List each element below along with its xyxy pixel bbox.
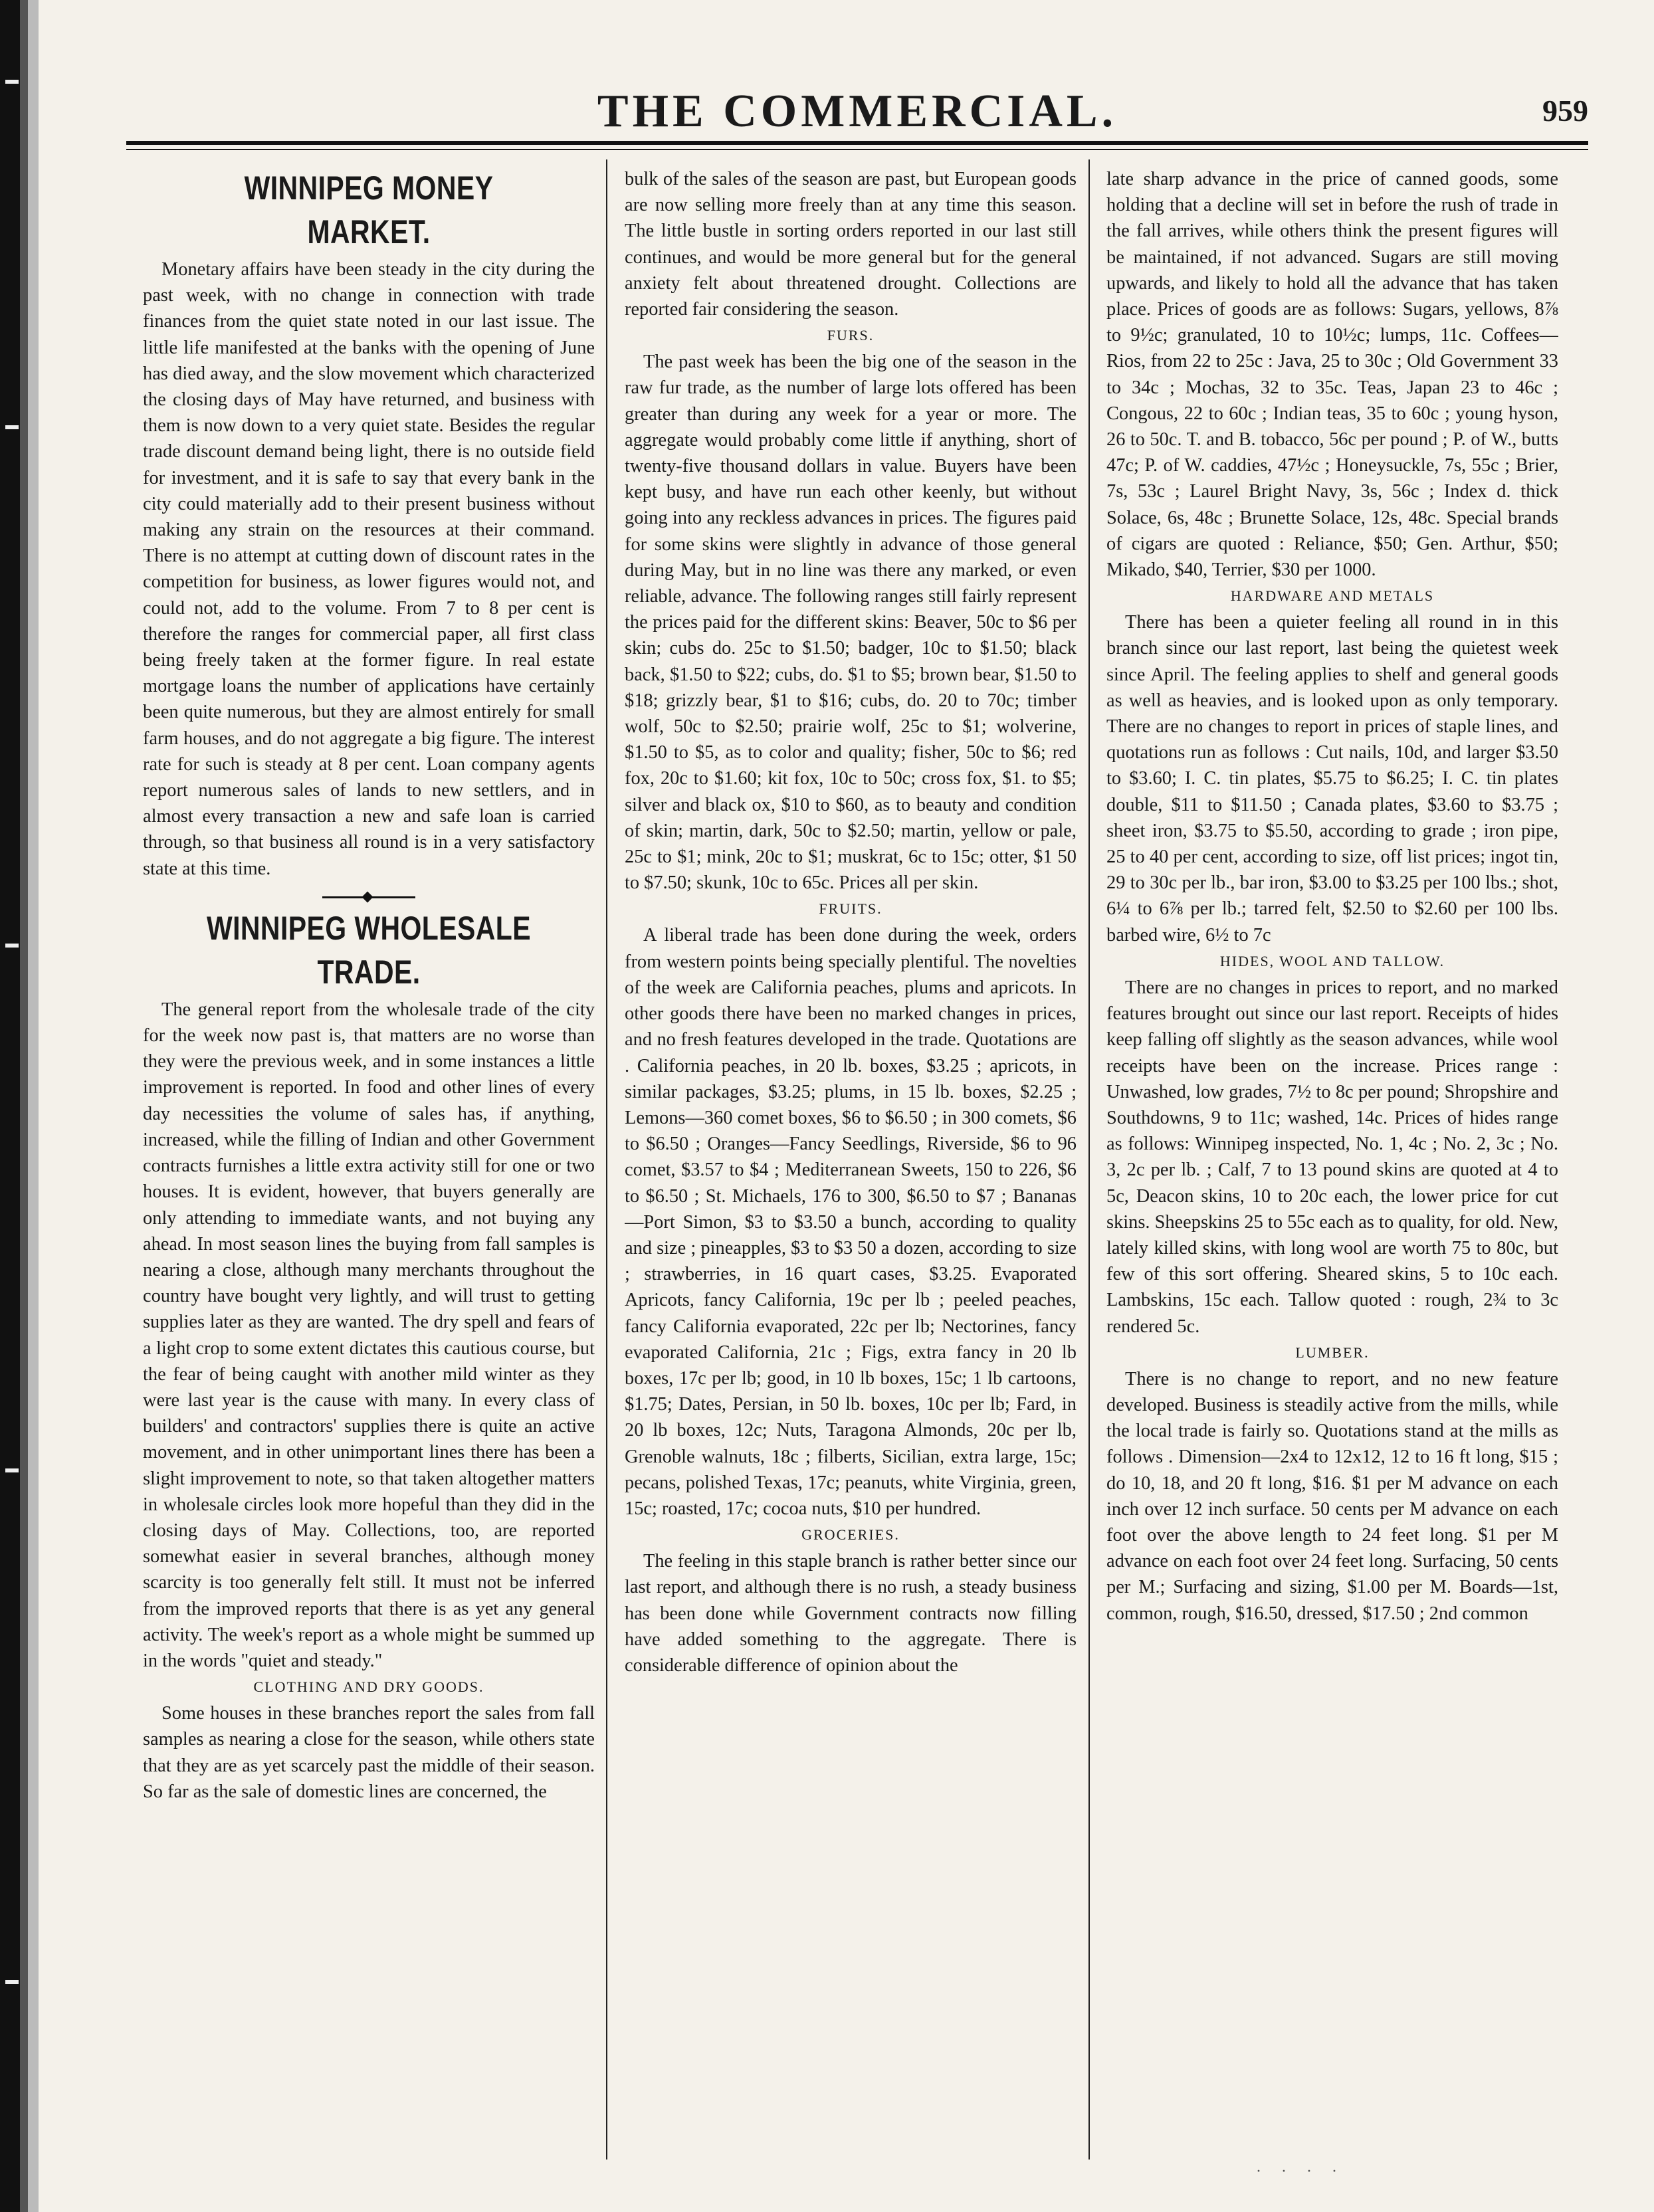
furs-subheading: FURS. — [827, 327, 875, 344]
column-divider — [606, 159, 607, 2160]
lumber-paragraph: There is no change to report, and no new feature developed. Business is steadily active from the mills, while the local trade is fairly so. Quotations stand at the mills as follows . Dimension—2x4 to 12x12, 12 to 16 ft long, $15 ; do 10, 18, and 20 ft long, $16. $1 per M advance on each inch over 12 inch surface. 50 cents per M advance on each foot over the above length to 24 feet long. $1 per M advance on each foot over 24 feet long. Surfacing, 50 cents per M.; Surfacing and sizing, $1.00 per M. Boards—1st, common, rough, $16.50, dressed, $17.50 ; 2nd common — [1106, 1368, 1558, 1624]
wholesale-trade-paragraph: The general report from the wholesale trade of the city for the week now past is, that matters are no worse than they were the previous week, and in some instances a little improvement is reported. In food and other lines of every day necessities the volume of sales has, if anything, increased, while the filling of Indian and other Government contracts furnishes a little extra activity still for one or two houses. It is evident, however, that buyers generally are only attending to immediate wants, and not buying any ahead. In most season lines the buying from fall samples is nearing a close, although many merchants throughout the country have bought very lightly, and will trust to getting supplies later as they are wanted. The dry spell and fears of a light crop to some extent dictates this cautious course, but the fear of being caught with another mild winter as they were last year is the cause with many. In every class of builders' and contractors' supplies there is quite an active movement, and in other unimportant lines there has been a slight improvement to note, so that taken altogether matters in wholesale circles look more hopeful than they did in the closing days of May. Collections, too, are reported somewhat easier in several branches, although money scarcity is too generally felt still. It must not be inferred from the improved reports that there is as yet any general activity. The week's report as a whole might be summed up in the words "quiet and steady." — [143, 999, 595, 1671]
column-3 — [1106, 166, 1558, 2153]
fruits-subheading: FRUITS. — [819, 900, 882, 918]
clothing-paragraph: Some houses in these branches report the sales from fall samples as nearing a close for the season, while others state that they are as yet scarcely past the middle of their season. So far as the sale of domestic lines are concerned, the — [143, 1703, 595, 1802]
binding-edge — [0, 0, 39, 2212]
hides-subheading: HIDES, WOOL AND TALLOW. — [1219, 952, 1445, 969]
groceries-continued-paragraph: late sharp advance in the price of canned goods, some holding that a decline will set in before the rush of trade in the fall arrives, while others think the present figures will be maintained, if not advanced. Sugars are still moving upwards, and likely to hold all the advance that has taken place. Prices of goods are as follows: Sugars, yellows, 8⅞ to 9½c; granulated, 10 to 10½c; lumps, 11c. Coffees—Rios, from 22 to 25c : Java, 25 to 30c ; Old Government 33 to 34c ; Mochas, 32 to 35c. Teas, Japan 23 to 46c ; Congous, 22 to 60c ; Indian teas, 35 to 60c ; young hyson, 26 to 50c. T. and B. tobacco, 56c per pound ; P. of W., butts 47c; P. of W. caddies, 47½c ; Honeysuckle, 7s, 55c ; Brier, 7s, 53c ; Laurel Bright Navy, 3s, 56c ; Index d. thick Solace, 6s, 48c ; Brunette Solace, 12s, 48c. Special brands of cigars are quoted : Reliance, $50; Gen. Arthur, $50; Mikado, $40, Terrier, $30 per 1000. — [1106, 169, 1558, 581]
header-rule-thin — [126, 149, 1588, 150]
column-divider — [1088, 159, 1090, 2160]
hardware-paragraph: There has been a quieter feeling all round in in this branch since our last report, last being the quietest week since April. The feeling applies to shelf and general goods as well as heavies, and is looked upon as only temporary. There are no changes to report in prices of staple lines, and quotations run as follows : Cut nails, 10d, and larger $3.50 to $3.60; I. C. tin plates, $5.75 to $6.25; I. C. tin plates double, $11 to $11.50 ; Canada plates, $3.60 to $3.75 ; sheet iron, $3.75 to $5.50, according to grade ; iron pipe, 25 to 40 per cent, according to size, off list prices; ingot tin, 29 to 30c per lb., bar iron, $3.00 to $3.25 per 100 lbs.; shot, 6¼ to 6⅞ per lb.; tarred felt, $2.50 to $2.60 per 100 lbs. barbed wire, 6½ to 7c — [1106, 612, 1558, 946]
page-edge-marks: · · · · — [1256, 2163, 1345, 2180]
wholesale-trade-heading: WINNIPEG WHOLESALE TRADE. — [206, 909, 531, 991]
column-2 — [625, 166, 1077, 2153]
section-divider — [322, 896, 415, 898]
hides-paragraph: There are no changes in prices to report, and no marked features brought out since our last report. Receipts of hides keep falling off slightly as the season advances, while wool receipts have been on the increase. Prices range : Unwashed, low grades, 7½ to 8c per pound; Shropshire and Southdowns, 9 to 11c; washed, 14c. Prices of hides range as follows: Winnipeg inspected, No. 1, 4c ; No. 2, 3c ; No. 3, 2c per lb. ; Calf, 7 to 13 pound skins are quoted at 4 to 5c, Deacon skins, 10 to 20c each, the lower price for cut skins. Sheepskins 25 to 55c each as to quality, for old. New, lately killed skins, with long wool are worth 75 to 80c, but few of this sort offering. Sheared skins, 5 to 10c each. Lambskins, 15c each. Tallow quoted : rough, 2¾ to 3c rendered 5c. — [1106, 977, 1558, 1337]
hardware-subheading: HARDWARE AND METALS — [1230, 587, 1435, 605]
groceries-subheading: GROCERIES. — [801, 1526, 900, 1544]
column-1 — [143, 166, 595, 2153]
page-header — [126, 80, 1588, 140]
fruits-paragraph: A liberal trade has been done during the week, orders from western points being specially plentiful. The novelties of the week are California peaches, plums and apricots. In other goods there have been no marked changes in prices, and no fresh features developed in the trade. Quotations are . California peaches, in 20 lb. boxes, $3.25 ; apricots, in similar packages, $3.25; plums, in 15 lb. boxes, $2.25 ; Lemons—360 comet boxes, $6 to $6.50 ; in 300 comets, $6 to $6.50 ; Oranges—Fancy Seedlings, Riverside, $6 to 96 comet, $3.57 to $4 ; Mediterranean Sweets, 150 to 226, $6 to $6.50 ; St. Michaels, 176 to 300, $6.50 to $7 ; Bananas—Port Simon, $3 to $3.50 a bunch, according to quality and size ; pineapples, $3 to $3 50 a dozen, according to size ; strawberries, in 16 quart cases, $3.25. Evaporated Apricots, fancy California, 19c per lb ; peeled peaches, fancy California evaporated, 22c per lb; Nectorines, fancy evaporated California, 21c ; Figs, extra fancy in 20 lb boxes, 17c per lb; good, in 10 lb boxes, 15c; 1 lb cartoons, $1.75; Dates, Persian, in 50 lb. boxes, 10c per lb; Fard, in 20 lb boxes, 12c; Nuts, Taragona Almonds, 20c per lb, Grenoble walnuts, 18c ; filberts, Sicilian, extra large, 15c; pecans, polished Texas, 17c; peanuts, white Virginia, green, 15c; roasted, 17c; cocoa nuts, $10 per hundred. — [625, 925, 1077, 1519]
header-rule — [126, 141, 1588, 145]
clothing-continued-paragraph: bulk of the sales of the season are past, but European goods are now selling more freely than at any time this season. The little bustle in sorting orders reported in our last still continues, and would be more general but for the general anxiety felt about threatened drought. Collections are reported fair considering the season. — [625, 169, 1077, 320]
groceries-paragraph: The feeling in this staple branch is rather better since our last report, and although there is no rush, a steady business has been done while Government contracts now filling have added something to the aggregate. There is considerable difference of opinion about the — [625, 1551, 1077, 1676]
page-number: 959 — [1542, 94, 1588, 128]
masthead-title: THE COMMERCIAL. — [597, 86, 1118, 137]
money-market-paragraph: Monetary affairs have been steady in the city during the past week, with no change in connection with trade finances from the quiet state noted in our last issue. The little life manifested at the banks with the opening of June has died away, and the slow movement which characterized the closing days of May have returned, and business with them is now down to a very quiet state. Besides the regular trade discount demand being light, there is no outside field for investment, and it is safe to say that every bank in the city could materially add to their present business without making any strain on the resources at their command. There is no attempt at cutting down of discount rates in the competition for business, as lower figures would not, and could not, add to the volume. From 7 to 8 per cent is therefore the ranges for commercial paper, all first class being freely taken at the former figure. In real estate mortgage loans the number of applications have certainly been quite numerous, but they are almost entirely for small farm houses, and do not aggregate a big figure. The interest rate for such is steady at 8 per cent. Loan company agents report numerous sales of lands to new settlers, and in almost every transaction a new and safe loan is carried through, so that business all round is in a very satisfactory state at this time. — [143, 259, 595, 879]
lumber-subheading: LUMBER. — [1295, 1344, 1370, 1361]
money-market-heading: WINNIPEG MONEY MARKET. — [244, 169, 494, 251]
furs-paragraph: The past week has been the big one of the season in the raw fur trade, as the number of large lots offered has been greater than during any week for a year or more. The aggregate would probably come little if anything, short of twenty-five thousand dollars in value. Buyers have been kept busy, and have run each other keenly, but without going into any reckless advances in prices. The figures paid for some skins were slightly in advance of those general during May, but in no line was there any marked, or even reliable, advance. The following ranges still fairly represent the prices paid for the different skins: Beaver, 50c to $6 per skin; cubs do. 25c to $1.50; badger, 10c to $1.50; black back, $1.50 to $22; cubs, do. $1 to $5; brown bear, $1.50 to $18; grizzly bear, $1 to $16; cubs, do. 20 to 70c; timber wolf, 50c to $2.50; prairie wolf, 25c to $1; wolverine, $1.50 to $5, as to color and quality; fisher, 50c to $6; red fox, 20c to $1.60; kit fox, 10c to 50c; cross fox, $1. to $5; silver and black ox, $10 to $60, as to beauty and condition of skin; martin, dark, 50c to $2.50; martin, yellow or pale, 25c to $1; mink, 20c to $1; muskrat, 6c to 15c; otter, $1 50 to $7.50; skunk, 10c to 65c. Prices all per skin. — [625, 352, 1077, 894]
clothing-subheading: CLOTHING AND DRY GOODS. — [253, 1678, 484, 1696]
